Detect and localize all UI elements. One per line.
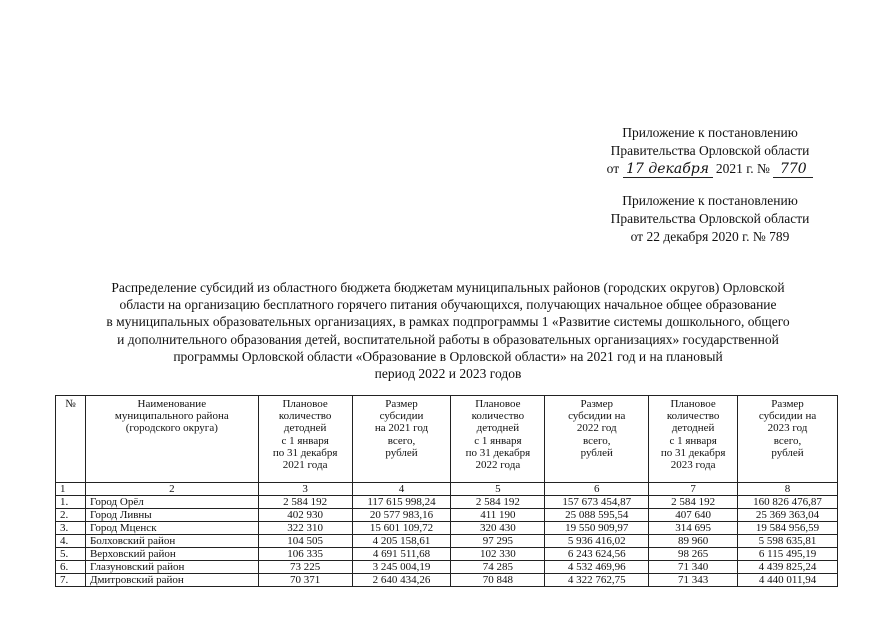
table-row: [56, 509, 838, 522]
title-line-2: области на организацию бесплатного горячего питания обучающихся, получающих начальное общее образование: [119, 297, 777, 313]
subsidy-table: [55, 395, 838, 587]
table-cell: 7.: [56, 574, 86, 587]
table-cell: 2 584 192: [649, 496, 738, 509]
column-header-7: Плановое количество детодней с 1 января по 31 декабря 2023 года: [649, 396, 738, 483]
table-cell: 314 695: [649, 522, 738, 535]
table-cell: 6 243 624,56: [545, 548, 649, 561]
table-cell: 5 598 635,81: [738, 535, 838, 548]
table-cell: Дмитровский район: [85, 574, 258, 587]
table-cell: 2.: [56, 509, 86, 522]
column-number-5: 5: [451, 483, 545, 496]
column-header-2: Наименование муниципального района (городского округа): [85, 396, 258, 483]
title-line-5: программы Орловской области «Образование в Орловской области» на 2021 год и на плановый: [173, 348, 723, 364]
table-cell: 19 550 909,97: [545, 522, 649, 535]
table-cell: 402 930: [258, 509, 352, 522]
table-cell: Город Орёл: [85, 496, 258, 509]
column-header-1: №: [56, 396, 86, 483]
from-label: от: [606, 161, 620, 176]
table-cell: 102 330: [451, 548, 545, 561]
table-cell: 6.: [56, 561, 86, 574]
table-cell: 15 601 109,72: [352, 522, 451, 535]
table-cell: 89 960: [649, 535, 738, 548]
table-cell: 6 115 495,19: [738, 548, 838, 561]
column-number-6: 6: [545, 483, 649, 496]
table-cell: 74 285: [451, 561, 545, 574]
document-title: [60, 279, 836, 382]
table-row: [56, 548, 838, 561]
table-cell: 320 430: [451, 522, 545, 535]
table-cell: 4 440 011,94: [738, 574, 838, 587]
table-cell: Глазуновский район: [85, 561, 258, 574]
column-number-7: 7: [649, 483, 738, 496]
table-cell: 2 640 434,26: [352, 574, 451, 587]
table-cell: Верховский район: [85, 548, 258, 561]
table-cell: 70 848: [451, 574, 545, 587]
table-cell: 106 335: [258, 548, 352, 561]
table-row: [56, 522, 838, 535]
table-cell: 160 826 476,87: [738, 496, 838, 509]
table-cell: 4 439 825,24: [738, 561, 838, 574]
table-cell: 5 936 416,02: [545, 535, 649, 548]
table-cell: 4 205 158,61: [352, 535, 451, 548]
column-header-3: Плановое количество детодней с 1 января по 31 декабря 2021 года: [258, 396, 352, 483]
table-row: [56, 574, 838, 587]
table-cell: 71 340: [649, 561, 738, 574]
table-cell: 70 371: [258, 574, 352, 587]
column-number-4: 4: [352, 483, 451, 496]
table-cell: 3.: [56, 522, 86, 535]
annex-line-2: Правительства Орловской области: [610, 143, 810, 158]
annex-line-1: Приложение к постановлению: [622, 125, 798, 140]
annex-date-line: [560, 160, 860, 178]
table-cell: 4 532 469,96: [545, 561, 649, 574]
table-cell: 322 310: [258, 522, 352, 535]
table-cell: 73 225: [258, 561, 352, 574]
title-line-6: период 2022 и 2023 годов: [374, 366, 522, 382]
table-body: [56, 496, 838, 587]
table-cell: 407 640: [649, 509, 738, 522]
table-row: [56, 535, 838, 548]
handwritten-date: 17 декабря: [623, 162, 713, 178]
annex-prev-line-3: от 22 декабря 2020 г. № 789: [630, 229, 790, 244]
column-header-5: Плановое количество детодней с 1 января по 31 декабря 2022 года: [451, 396, 545, 483]
column-header-8: Размер субсидии на 2023 год всего, рублей: [738, 396, 838, 483]
table-cell: 19 584 956,59: [738, 522, 838, 535]
column-number-1: 1: [56, 483, 86, 496]
table-cell: 117 615 998,24: [352, 496, 451, 509]
table-row: [56, 561, 838, 574]
table-cell: 25 088 595,54: [545, 509, 649, 522]
table-row: [56, 496, 838, 509]
table-cell: 104 505: [258, 535, 352, 548]
table-cell: 4 691 511,68: [352, 548, 451, 561]
table-cell: 1.: [56, 496, 86, 509]
column-number-8: 8: [738, 483, 838, 496]
annex-prev-line-2: Правительства Орловской области: [610, 211, 810, 226]
table-cell: 157 673 454,87: [545, 496, 649, 509]
title-line-1: Распределение субсидий из областного бюджета бюджетам муниципальных районов (городских округов) Орловской: [111, 280, 785, 295]
title-line-3: в муниципальных образовательных организациях, в рамках подпрограммы 1 «Развитие системы дошкольного, общего: [106, 314, 790, 330]
table-cell: 2 584 192: [451, 496, 545, 509]
table-cell: 4 322 762,75: [545, 574, 649, 587]
table-cell: 20 577 983,16: [352, 509, 451, 522]
table-cell: 98 265: [649, 548, 738, 561]
annex-prev-line-1: Приложение к постановлению: [622, 193, 798, 208]
annex-block-previous: [560, 192, 860, 246]
table-cell: 2 584 192: [258, 496, 352, 509]
column-header-6: Размер субсидии на 2022 год всего, рублей: [545, 396, 649, 483]
table-cell: Город Мценск: [85, 522, 258, 535]
table-cell: 97 295: [451, 535, 545, 548]
column-numbers-row: [56, 483, 838, 496]
annex-block-current: [560, 124, 860, 178]
year-label: 2021 г. №: [715, 161, 770, 176]
table-cell: 3 245 004,19: [352, 561, 451, 574]
table-cell: 5.: [56, 548, 86, 561]
title-line-4: и дополнительного образования детей, воспитательной работы в образовательных организациях» государственной: [117, 331, 779, 347]
table-cell: 71 343: [649, 574, 738, 587]
table-cell: 4.: [56, 535, 86, 548]
table-cell: Болховский район: [85, 535, 258, 548]
table-header-row: [56, 396, 838, 483]
table-cell: 25 369 363,04: [738, 509, 838, 522]
table-cell: 411 190: [451, 509, 545, 522]
column-number-3: 3: [258, 483, 352, 496]
column-header-4: Размер субсидии на 2021 год всего, рублей: [352, 396, 451, 483]
table-cell: Город Ливны: [85, 509, 258, 522]
handwritten-number: 770: [773, 162, 813, 178]
column-number-2: 2: [85, 483, 258, 496]
